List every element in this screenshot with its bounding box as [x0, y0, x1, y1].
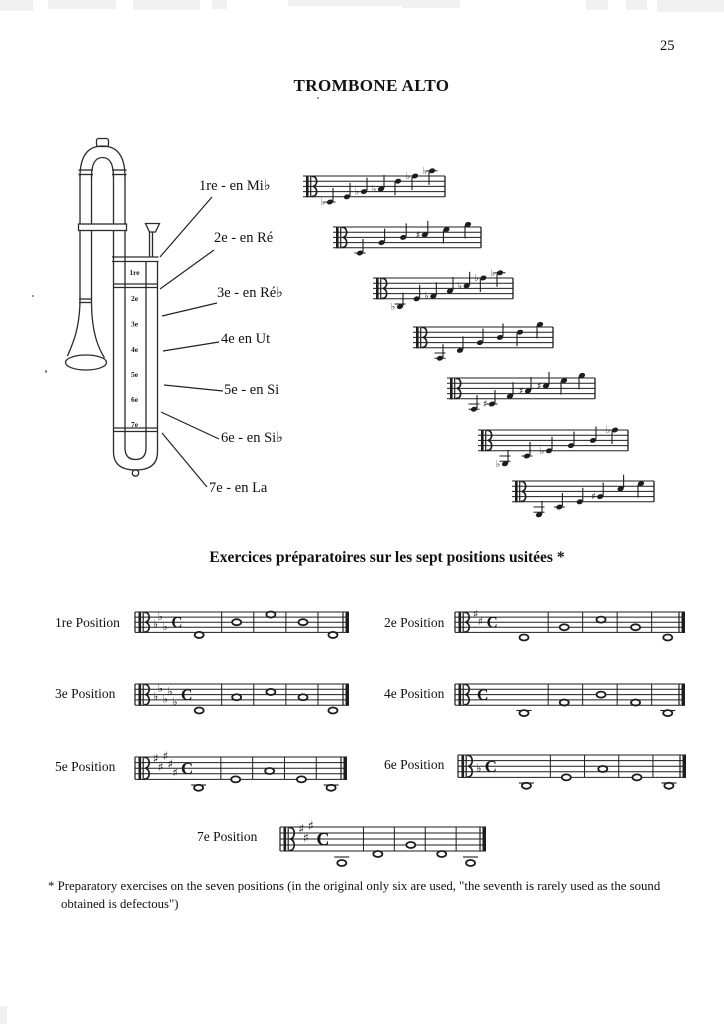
exercise-staff-6 — [458, 755, 686, 789]
slide-position-markings — [129, 268, 140, 429]
slide-marking-7: 7e — [130, 420, 139, 429]
svg-text:♭: ♭ — [157, 682, 164, 696]
bell-flare-left — [68, 303, 81, 356]
slide-knob — [132, 470, 138, 476]
harmonic-staff-5 — [447, 372, 595, 413]
exercise-label-1: 1re Position — [55, 615, 120, 630]
position-label-2: 2e - en Ré — [214, 230, 274, 246]
svg-text:♯: ♯ — [302, 829, 309, 845]
callout-line-1 — [160, 197, 212, 257]
svg-text:♭: ♭ — [405, 171, 411, 182]
harmonic-staff-1 — [303, 166, 445, 208]
harmonic-staff-3 — [373, 268, 513, 313]
slide-bottom-bow-inner — [125, 436, 146, 460]
svg-text:♭: ♭ — [390, 301, 396, 313]
callout-line-3 — [162, 303, 217, 316]
svg-text:♭: ♭ — [422, 165, 428, 177]
harmonic-staff-6 — [478, 425, 628, 470]
slide-marking-2: 2e — [130, 294, 139, 303]
svg-text:♭: ♭ — [153, 690, 159, 704]
svg-text:♭: ♭ — [495, 458, 501, 470]
svg-text:C: C — [181, 758, 194, 778]
svg-text:C: C — [486, 614, 498, 632]
footnote — [48, 877, 688, 913]
position-label-7: 7e - en La — [209, 480, 268, 496]
svg-text:♯: ♯ — [307, 817, 314, 833]
exercise-staff-4 — [455, 684, 685, 717]
callout-line-6 — [161, 412, 219, 439]
bell-mouth — [66, 355, 107, 370]
svg-text:♭: ♭ — [539, 445, 545, 457]
callout-line-7 — [162, 433, 207, 487]
mouthpiece — [146, 224, 160, 233]
svg-text:♭: ♭ — [153, 617, 159, 631]
trombone-illustration — [66, 139, 160, 477]
harmonic-staff-7 — [512, 475, 654, 518]
slide-marking-3: 3e — [130, 319, 139, 329]
svg-text:♭: ♭ — [172, 695, 178, 709]
callout-line-4 — [163, 342, 219, 351]
svg-text:♭: ♭ — [474, 273, 479, 284]
svg-text:♯: ♯ — [482, 399, 488, 410]
slide-marking-6: 6e — [130, 395, 139, 404]
position-label-6: 6e - en Si♭ — [221, 430, 284, 446]
svg-text:♭: ♭ — [157, 609, 163, 623]
exercise-label-2: 2e Position — [384, 615, 445, 630]
footnote-line-2: obtained is defectous") — [61, 897, 179, 911]
exercise-staff-1 — [135, 610, 349, 638]
svg-text:♯: ♯ — [157, 760, 164, 774]
svg-text:♯: ♯ — [477, 615, 483, 628]
harmonic-staff-4 — [413, 321, 553, 361]
page-title: TROMBONE ALTO — [293, 76, 450, 95]
svg-text:♭: ♭ — [162, 692, 168, 706]
svg-text:♭: ♭ — [320, 197, 326, 208]
trombone-top-bow-inner — [92, 158, 114, 178]
svg-text:♯: ♯ — [590, 491, 596, 503]
svg-text:♭: ♭ — [162, 620, 168, 634]
slide-marking-5: 5e — [130, 370, 139, 379]
exercise-label-3: 3e Position — [55, 686, 116, 701]
exercise-label-6: 6e Position — [384, 757, 445, 772]
svg-text:♯: ♯ — [153, 751, 159, 766]
svg-text:♭: ♭ — [605, 425, 611, 436]
svg-text:♭: ♭ — [354, 186, 360, 198]
svg-text:C: C — [316, 829, 330, 849]
footnote-line-1: * Preparatory exercises on the seven positions (in the original only six are used, "the seventh is rarely used as the sound — [48, 879, 661, 893]
svg-text:C: C — [477, 686, 489, 704]
svg-text:♯: ♯ — [167, 757, 174, 772]
position-label-1: 1re - en Mi♭ — [199, 178, 271, 194]
svg-text:♯: ♯ — [415, 229, 421, 241]
crossbar-stay — [79, 224, 127, 231]
bell-flare-right — [92, 301, 105, 358]
svg-text:♭: ♭ — [424, 291, 429, 303]
svg-text:C: C — [181, 686, 193, 704]
harmonic-staff-2 — [333, 221, 481, 256]
exercise-staff-7 — [280, 818, 486, 866]
exercise-staff-3 — [135, 682, 349, 713]
exercise-staff-2 — [455, 607, 685, 640]
slide-marking-1: 1re — [129, 268, 140, 277]
svg-text:♭: ♭ — [457, 280, 463, 292]
slide-marking-4: 4e — [130, 345, 139, 354]
callout-line-5 — [164, 385, 223, 391]
svg-text:♯: ♯ — [536, 380, 542, 392]
svg-text:C: C — [171, 614, 183, 632]
svg-text:♭: ♭ — [476, 760, 482, 775]
callout-line-2 — [160, 250, 214, 289]
svg-text:♯: ♯ — [162, 748, 169, 763]
position-label-3: 3e - en Ré♭ — [217, 285, 284, 301]
slide-bottom-bow — [114, 436, 158, 470]
svg-text:♭: ♭ — [490, 267, 496, 279]
exercise-label-5: 5e Position — [55, 759, 116, 774]
exercise-label-4: 4e Position — [384, 686, 445, 701]
exercise-label-7: 7e Position — [197, 829, 258, 844]
svg-text:♯: ♯ — [298, 820, 305, 836]
svg-text:C: C — [484, 756, 497, 776]
page-number: 25 — [660, 38, 675, 54]
position-label-4: 4e en Ut — [221, 331, 271, 347]
trombone-top-bow — [80, 146, 125, 177]
exercise-staff-5 — [135, 749, 347, 791]
svg-text:♭: ♭ — [167, 684, 173, 698]
svg-text:♭: ♭ — [371, 184, 377, 195]
position-label-5: 5e - en Si — [224, 382, 280, 398]
exercises-heading: Exercices préparatoires sur les sept positions usitées * — [209, 549, 565, 566]
svg-text:♯: ♯ — [473, 607, 479, 621]
svg-text:♯: ♯ — [518, 386, 524, 397]
svg-text:♯: ♯ — [172, 765, 178, 780]
trombone-bumper — [97, 139, 109, 147]
